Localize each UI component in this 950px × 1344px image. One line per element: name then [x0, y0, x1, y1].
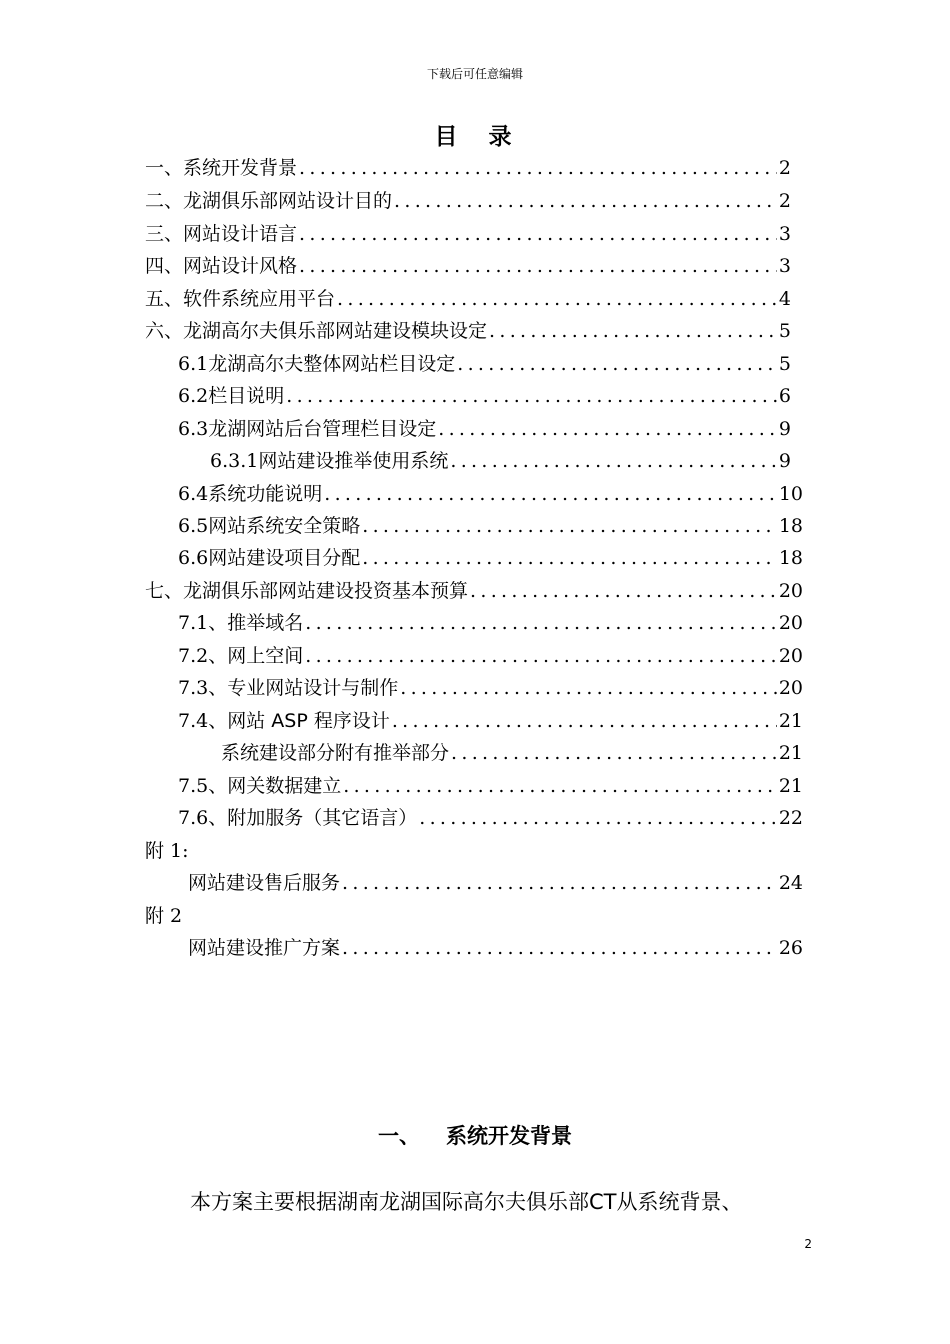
toc-leader-dots	[400, 672, 777, 704]
toc-entry[interactable]	[178, 542, 803, 574]
toc-entry-label: 专业网站设计与制作	[227, 677, 399, 699]
toc-entry-page: 21	[778, 710, 803, 732]
toc-entry-label: 网站建设推举使用系统	[258, 450, 449, 472]
toc-leader-dots	[324, 478, 777, 510]
section-heading	[0, 1120, 950, 1152]
toc-entry-label: 网站建设售后服务	[188, 872, 341, 894]
appendix-label: 附 2	[145, 905, 183, 927]
toc-entry-label: 系统建设部分附有推举部分	[221, 742, 450, 764]
toc-entry[interactable]	[178, 672, 803, 704]
toc-entry-page: 20	[778, 612, 803, 634]
toc-entry-page: 10	[778, 483, 803, 505]
toc-entry[interactable]	[178, 770, 803, 802]
toc-entry[interactable]	[145, 250, 791, 282]
toc-leader-dots	[438, 413, 777, 445]
toc-leader-dots	[305, 640, 777, 672]
toc-leader-dots	[305, 607, 777, 639]
toc-entry[interactable]	[145, 185, 791, 217]
toc-entry-label: 龙湖高尔夫俱乐部网站建设模块设定	[183, 320, 488, 342]
toc-entry-label: 网关数据建立	[227, 775, 342, 797]
toc-entry[interactable]	[145, 283, 791, 315]
toc-entry-label: 龙湖高尔夫整体网站栏目设定	[208, 353, 456, 375]
toc-entry-number: 7.6、	[178, 807, 228, 829]
toc-entry-page: 3	[778, 223, 791, 245]
toc-entry[interactable]	[178, 348, 791, 380]
toc-entry-label: 龙湖俱乐部网站建设投资基本预算	[183, 580, 469, 602]
toc-entry[interactable]	[178, 802, 803, 834]
toc-entry-number: 7.4、	[178, 710, 228, 732]
toc-entry-page: 2	[778, 157, 791, 179]
appendix-heading	[145, 835, 345, 867]
toc-entry-label: 推举域名	[227, 612, 304, 634]
toc-entry[interactable]	[188, 932, 803, 964]
toc-entry-page: 9	[778, 418, 791, 440]
toc-entry-number: 6.4	[178, 483, 209, 505]
toc-entry[interactable]	[145, 575, 803, 607]
toc-entry[interactable]	[178, 413, 791, 445]
toc-entry[interactable]	[145, 315, 791, 347]
toc-entry[interactable]	[210, 445, 791, 477]
section-title: 系统开发背景	[446, 1124, 572, 1148]
toc-leader-dots	[362, 510, 777, 542]
toc-entry-label: 网站建设推广方案	[188, 937, 341, 959]
toc-leader-dots	[342, 932, 777, 964]
toc-entry-page: 5	[778, 320, 791, 342]
toc-entry-page: 3	[778, 255, 791, 277]
toc-entry-page: 20	[778, 677, 803, 699]
toc-entry-label: 龙湖网站后台管理栏目设定	[208, 418, 437, 440]
toc-entry-number: 七、	[145, 580, 184, 602]
toc-entry-page: 21	[778, 775, 803, 797]
toc-entry-label: 系统功能说明	[208, 483, 323, 505]
page-number: 2	[804, 1237, 812, 1251]
toc-entry[interactable]	[178, 607, 803, 639]
toc-entry-label: 栏目说明	[208, 385, 285, 407]
toc-entry-page: 22	[778, 807, 803, 829]
toc-title: 目 录	[434, 124, 516, 150]
toc-entry-label: 网站设计风格	[183, 255, 298, 277]
toc-entry[interactable]	[178, 640, 803, 672]
body-paragraph: 本方案主要根据湖南龙湖国际高尔夫俱乐部CT从系统背景、	[190, 1190, 743, 1214]
toc-entry[interactable]	[188, 867, 803, 899]
toc-entry-page: 9	[778, 450, 791, 472]
toc-leader-dots	[342, 867, 777, 899]
toc-entry-number: 7.3、	[178, 677, 228, 699]
toc-entry-number: 7.5、	[178, 775, 228, 797]
toc-entry-number: 6.2	[178, 385, 209, 407]
toc-leader-dots	[343, 770, 777, 802]
toc-entry-page: 18	[778, 547, 803, 569]
toc-entry-page: 20	[778, 580, 803, 602]
toc-entry-page: 5	[778, 353, 791, 375]
toc-entry-page: 26	[778, 937, 803, 959]
toc-leader-dots	[299, 152, 777, 184]
appendix-label: 附 1:	[145, 840, 189, 862]
toc-leader-dots	[286, 380, 777, 412]
toc-entry[interactable]	[178, 705, 803, 737]
toc-entry-page: 2	[778, 190, 791, 212]
toc-entry-label: 网站建设项目分配	[208, 547, 361, 569]
toc-entry-number: 7.2、	[178, 645, 228, 667]
toc-leader-dots	[337, 283, 777, 315]
toc-entry[interactable]	[145, 152, 791, 184]
toc-entry-page: 6	[778, 385, 791, 407]
toc-entry-label: 网站系统安全策略	[208, 515, 361, 537]
toc-entry-number: 6.5	[178, 515, 209, 537]
toc-leader-dots	[392, 705, 777, 737]
toc-entry[interactable]	[178, 478, 803, 510]
toc-entry-label: 网站设计语言	[183, 223, 298, 245]
toc-entry-number: 二、	[145, 190, 184, 212]
toc-leader-dots	[470, 575, 777, 607]
toc-leader-dots	[489, 315, 777, 347]
toc-leader-dots	[362, 542, 777, 574]
toc-entry-page: 24	[778, 872, 803, 894]
toc-entry[interactable]	[221, 737, 803, 769]
toc-entry-number: 六、	[145, 320, 184, 342]
toc-entry-number: 6.1	[178, 353, 209, 375]
toc-entry-number: 6.3.1	[210, 450, 259, 472]
toc-entry[interactable]	[145, 218, 791, 250]
toc-entry[interactable]	[178, 510, 803, 542]
toc-leader-dots	[457, 348, 777, 380]
section-number: 一、	[378, 1124, 420, 1148]
toc-entry-label: 附加服务（其它语言）	[227, 807, 418, 829]
toc-leader-dots	[299, 218, 777, 250]
toc-entry-page: 20	[778, 645, 803, 667]
appendix-heading	[145, 900, 345, 932]
toc-leader-dots	[419, 802, 777, 834]
toc-leader-dots	[299, 250, 777, 282]
toc-entry-label: 系统开发背景	[183, 157, 298, 179]
toc-entry-label: 龙湖俱乐部网站设计目的	[183, 190, 393, 212]
toc-entry-page: 4	[778, 288, 791, 310]
toc-entry-label: 网站 ASP 程序设计	[227, 710, 390, 732]
toc-entry-number: 6.6	[178, 547, 209, 569]
toc-leader-dots	[451, 737, 777, 769]
toc-leader-dots	[450, 445, 777, 477]
header-note: 下载后可任意编辑	[426, 67, 523, 81]
toc-entry-page: 21	[778, 742, 803, 764]
toc-entry-number: 7.1、	[178, 612, 228, 634]
toc-entry-label: 软件系统应用平台	[183, 288, 336, 310]
toc-entry-label: 网上空间	[227, 645, 304, 667]
toc-entry[interactable]	[178, 380, 791, 412]
toc-entry-page: 18	[778, 515, 803, 537]
toc-entry-number: 三、	[145, 223, 184, 245]
toc-leader-dots	[394, 185, 777, 217]
toc-entry-number: 五、	[145, 288, 184, 310]
toc-entry-number: 6.3	[178, 418, 209, 440]
toc-entry-number: 一、	[145, 157, 184, 179]
toc-entry-number: 四、	[145, 255, 184, 277]
